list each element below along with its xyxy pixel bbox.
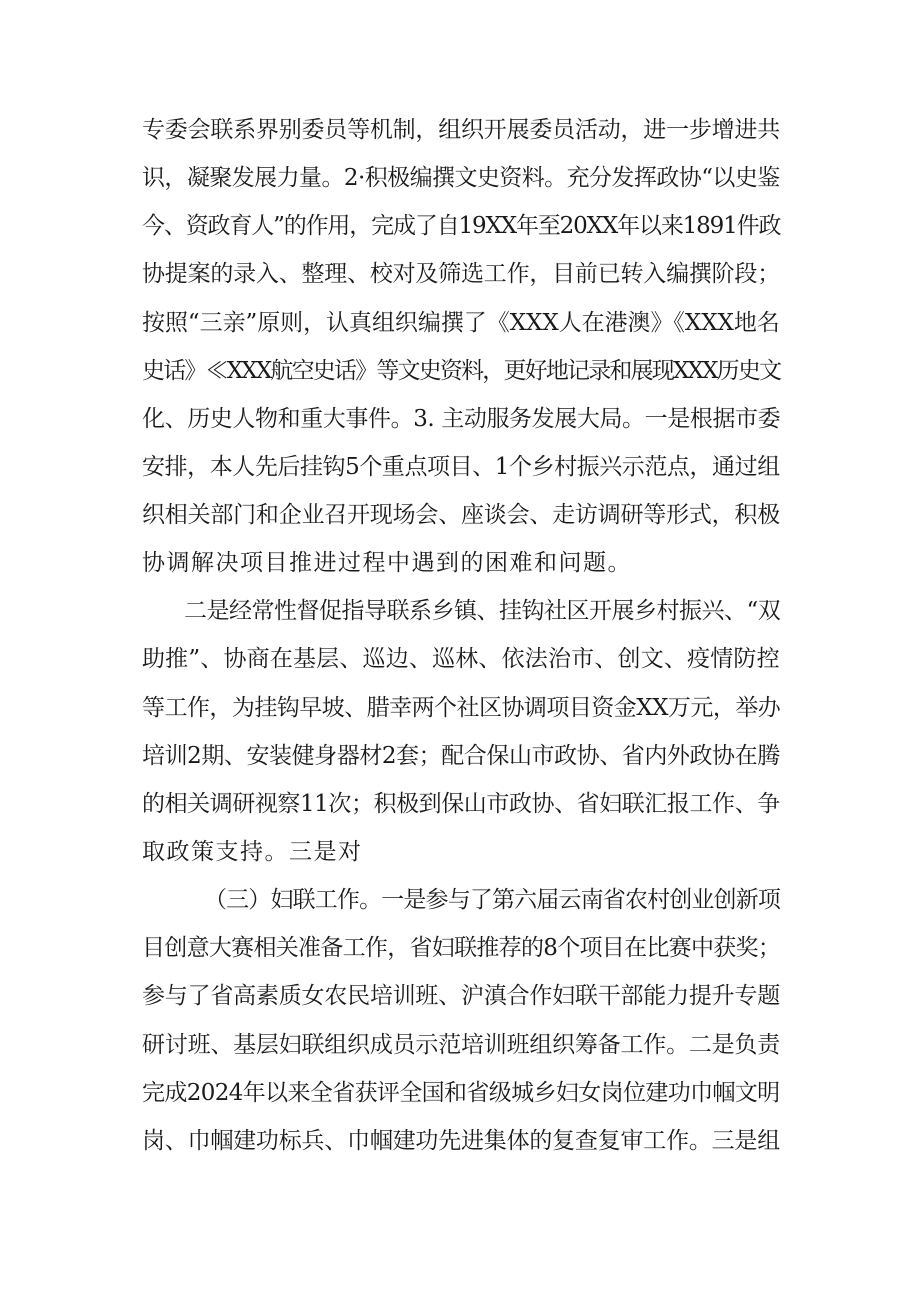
text-line: （三）妇联工作。一是参与了第六届云南省农村创业创新项 [204, 887, 781, 913]
text-line: 完成2024年以来全省获评全国和省级城乡妇女岗位建功巾帼文明 [142, 1080, 780, 1106]
text-line: 化、历史人物和重大事件。3. 主动服务发展大局。一是根据市委 [142, 406, 781, 432]
text-line: 安排，本人先后挂钩5个重点项目、1个乡村振兴示范点，通过组 [142, 454, 780, 480]
text-line: 协提案的录入、整理、校对及筛选工作，目前已转入编撰阶段； [142, 261, 781, 287]
text-line: 参与了省高素质女农民培训班、沪滇合作妇联干部能力提升专题 [142, 983, 781, 1009]
text-line: 等工作，为挂钩早坡、腊幸两个社区协调项目资金XX万元，举办 [142, 695, 781, 721]
text-line: 按照“三亲”原则，认真组织编撰了《XXX人在港澳》《XXX地名 [142, 310, 780, 336]
text-line: 的相关调研视察11次；积极到保山市政协、省妇联汇报工作、争 [142, 791, 780, 817]
text-line: 目创意大赛相关准备工作，省妇联推荐的8个项目在比赛中获奖； [142, 935, 781, 961]
text-line: 史话》≪XXX航空史话》等文史资料，更好地记录和展现XXX历史文 [142, 358, 781, 384]
text-line: 研讨班、基层妇联组织成员示范培训班组织筹备工作。二是负责 [142, 1032, 781, 1058]
text-line: 协调解决项目推进过程中遇到的困难和问题。 [142, 550, 632, 576]
text-line: 识，凝聚发展力量。2·积极编撰文史资料。充分发挥政协“以史鉴 [142, 165, 780, 191]
text-line: 取政策支持。三是对 [142, 839, 363, 865]
text-line: 助推”、协商在基层、巡边、巡林、依法治市、创文、疫情防控 [142, 646, 780, 672]
text-line: 岗、巾帼建功标兵、巾帼建功先进集体的复查复审工作。三是组 [142, 1128, 781, 1154]
text-line: 二是经常性督促指导联系乡镇、挂钩社区开展乡村振兴、“双 [184, 598, 781, 624]
text-line: 专委会联系界别委员等机制，组织开展委员活动，进一步增进共 [142, 117, 781, 143]
text-line: 培训2期、安装健身器材2套；配合保山市政协、省内外政协在腾 [142, 743, 780, 769]
text-line: 今、资政育人”的作用，完成了自19XX年至20XX年以来1891件政 [142, 213, 781, 239]
text-line: 织相关部门和企业召开现场会、座谈会、走访调研等形式，积极 [142, 502, 781, 528]
